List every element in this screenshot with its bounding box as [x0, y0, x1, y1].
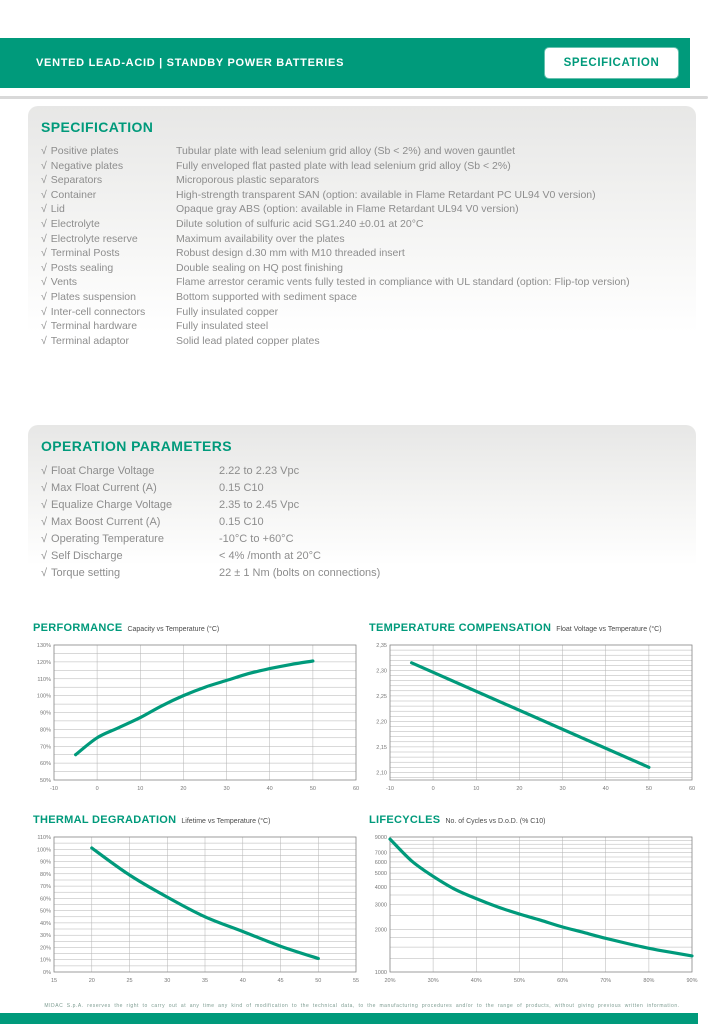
svg-text:30: 30	[223, 786, 230, 792]
param-row	[41, 514, 696, 531]
spec-row-value: Bottom supported with sediment space	[176, 290, 357, 303]
svg-text:20: 20	[88, 978, 95, 984]
svg-text:100%: 100%	[36, 847, 51, 854]
temperature-compensation-chart-title: TEMPERATURE COMPENSATION	[369, 622, 552, 634]
param-row-value: 0.15 C10	[219, 516, 264, 528]
param-row-label: √ Max Boost Current (A)	[41, 516, 161, 528]
spec-row	[41, 261, 696, 276]
check-icon: √	[41, 499, 48, 511]
svg-text:1000: 1000	[374, 970, 387, 976]
svg-text:10: 10	[473, 786, 480, 792]
svg-text:-10: -10	[386, 786, 394, 792]
param-row-label: √ Self Discharge	[41, 550, 123, 562]
param-row	[41, 480, 696, 497]
specification-panel	[28, 106, 696, 390]
spec-row	[41, 173, 696, 188]
thermal-degradation-chart-title: THERMAL DEGRADATION	[33, 814, 177, 826]
svg-text:50%: 50%	[39, 778, 51, 784]
svg-text:20: 20	[516, 786, 523, 792]
svg-text:2,25: 2,25	[376, 693, 387, 700]
svg-text:2,20: 2,20	[376, 719, 387, 726]
spec-row-label: √ Posts sealing	[41, 261, 114, 274]
svg-text:55: 55	[352, 978, 360, 984]
spec-row	[41, 334, 696, 349]
specification-heading: SPECIFICATION	[41, 119, 154, 135]
spec-row-label: √ Inter-cell connectors	[41, 305, 146, 318]
chart-grid	[54, 837, 356, 972]
svg-text:60: 60	[352, 786, 360, 792]
svg-text:10: 10	[137, 786, 144, 792]
param-row-value: 2.22 to 2.23 Vpc	[219, 465, 300, 477]
svg-text:30: 30	[164, 978, 171, 984]
spec-row-value: Flame arrestor ceramic vents fully tested in compliance with UL standard (option: Flip-top version)	[176, 276, 630, 289]
footer-disclaimer: MIDAC S.p.A. reserves the right to carry out at any time any kind of modification to the technical data, to the manufacturing procedures and/or to the range of products, without giving previous written information.	[44, 1003, 680, 1009]
chart-axis-labels	[37, 835, 359, 984]
svg-text:80%: 80%	[39, 727, 51, 734]
param-row-value: -10°C to +60°C	[219, 533, 294, 545]
chart-curve	[412, 663, 649, 768]
thermal-degradation-chart	[30, 814, 362, 995]
param-row-label: √ Equalize Charge Voltage	[41, 499, 173, 511]
footer-bar	[0, 1013, 698, 1024]
svg-text:60%: 60%	[39, 761, 51, 768]
chart-grid	[54, 645, 356, 780]
svg-text:70%: 70%	[39, 884, 51, 891]
temperature-compensation-chart	[366, 622, 698, 803]
svg-text:100%: 100%	[36, 693, 51, 700]
chart-axis-labels	[375, 835, 698, 984]
spec-row-value: Fully enveloped flat pasted plate with lead selenium grid alloy (Sb < 2%)	[176, 159, 511, 172]
spec-row-value: Dilute solution of sulfuric acid SG1.240 ±0.01 at 20°C	[176, 217, 424, 230]
svg-text:3000: 3000	[374, 902, 387, 909]
svg-text:2,10: 2,10	[376, 770, 387, 777]
check-icon: √	[41, 188, 47, 201]
svg-text:2,30: 2,30	[376, 668, 387, 675]
lifecycles-chart-head	[366, 814, 698, 832]
performance-chart-subtitle: Capacity vs Temperature (°C)	[127, 626, 220, 633]
chart-axis-labels	[37, 643, 359, 792]
svg-text:20: 20	[180, 786, 187, 792]
svg-text:80%: 80%	[39, 871, 51, 878]
check-icon: √	[41, 276, 47, 289]
param-row	[41, 463, 696, 480]
svg-text:50: 50	[309, 786, 316, 792]
svg-text:-10: -10	[50, 786, 58, 792]
chart-curve	[390, 839, 692, 956]
chart-svg-thermal-degradation	[30, 832, 362, 995]
svg-text:50: 50	[315, 978, 322, 984]
check-icon: √	[41, 217, 47, 230]
chart-svg-performance	[30, 640, 362, 803]
param-row-label: √ Torque setting	[41, 567, 121, 579]
svg-text:110%: 110%	[37, 835, 51, 841]
spec-row	[41, 188, 696, 203]
header-shadow-divider	[0, 96, 708, 99]
spec-row	[41, 275, 696, 290]
spec-row-value: Maximum availability over the plates	[176, 232, 345, 245]
chart-curve	[76, 661, 313, 755]
check-icon: √	[41, 516, 48, 528]
param-row-value: < 4% /month at 20°C	[219, 550, 321, 562]
check-icon: √	[41, 203, 47, 216]
spec-row-label: √ Terminal adaptor	[41, 334, 129, 347]
spec-row	[41, 159, 696, 174]
spec-row	[41, 305, 696, 320]
param-row-label: √ Max Float Current (A)	[41, 482, 157, 494]
svg-text:2,15: 2,15	[376, 744, 387, 751]
svg-text:110%: 110%	[37, 676, 51, 683]
spec-row-label: √ Lid	[41, 203, 65, 216]
check-icon: √	[41, 465, 48, 477]
svg-text:40%: 40%	[470, 978, 482, 984]
svg-text:130%: 130%	[36, 643, 51, 649]
check-icon: √	[41, 482, 48, 494]
spec-row-value: Solid lead plated copper plates	[176, 334, 320, 347]
param-row	[41, 565, 696, 582]
svg-text:70%: 70%	[39, 744, 51, 751]
specification-badge: SPECIFICATION	[545, 48, 678, 78]
thermal-degradation-chart-subtitle: Lifetime vs Temperature (°C)	[181, 818, 271, 825]
performance-chart-head	[30, 622, 362, 640]
performance-chart-title: PERFORMANCE	[33, 622, 123, 634]
check-icon: √	[41, 550, 48, 562]
check-icon: √	[41, 261, 47, 274]
check-icon: √	[41, 247, 47, 260]
param-row	[41, 497, 696, 514]
svg-text:25: 25	[126, 978, 133, 984]
check-icon: √	[41, 334, 47, 347]
check-icon: √	[41, 320, 47, 333]
temperature-compensation-chart-subtitle: Float Voltage vs Temperature (°C)	[556, 626, 662, 633]
svg-text:7000: 7000	[374, 850, 387, 857]
spec-row	[41, 144, 696, 159]
svg-text:30: 30	[559, 786, 566, 792]
svg-text:60%: 60%	[557, 978, 569, 984]
operation-parameters-list	[41, 463, 696, 582]
param-row	[41, 531, 696, 548]
svg-text:6000: 6000	[374, 859, 387, 866]
check-icon: √	[41, 305, 47, 318]
lifecycles-chart-title: LIFECYCLES	[369, 814, 441, 826]
spec-row-value: Robust design d.30 mm with M10 threaded insert	[176, 247, 405, 260]
svg-text:35: 35	[201, 978, 209, 984]
svg-text:50: 50	[645, 786, 652, 792]
operation-parameters-panel	[28, 425, 696, 601]
svg-text:2,35: 2,35	[376, 643, 387, 649]
spec-row-value: Fully insulated copper	[176, 305, 279, 318]
svg-text:0%: 0%	[43, 970, 51, 976]
spec-row-label: √ Plates suspension	[41, 290, 136, 303]
lifecycles-chart	[366, 814, 698, 995]
spec-row-label: √ Terminal hardware	[41, 320, 138, 333]
specification-list	[41, 144, 696, 348]
chart-grid	[390, 837, 692, 972]
param-row	[41, 548, 696, 565]
svg-text:50%: 50%	[39, 908, 51, 915]
check-icon: √	[41, 533, 48, 545]
svg-text:4000: 4000	[374, 884, 387, 891]
svg-text:45: 45	[277, 978, 284, 984]
svg-text:80%: 80%	[643, 978, 655, 984]
check-icon: √	[41, 145, 47, 157]
svg-text:90%: 90%	[39, 859, 51, 866]
svg-text:0: 0	[431, 786, 435, 792]
svg-text:50%: 50%	[513, 978, 525, 984]
chart-svg-lifecycles	[366, 832, 698, 995]
svg-text:60%: 60%	[39, 896, 51, 903]
svg-text:5000: 5000	[374, 871, 387, 878]
check-icon: √	[41, 232, 47, 245]
svg-text:20%: 20%	[39, 945, 51, 952]
spec-row-value: Microporous plastic separators	[176, 174, 319, 187]
chart-grid	[390, 645, 692, 780]
spec-row-label: √ Separators	[41, 174, 103, 187]
check-icon: √	[41, 567, 48, 579]
spec-row	[41, 319, 696, 334]
svg-text:20%: 20%	[384, 978, 396, 984]
spec-row	[41, 290, 696, 305]
svg-text:40: 40	[239, 978, 246, 984]
param-row-value: 22 ± 1 Nm (bolts on connections)	[219, 567, 381, 579]
svg-text:90%: 90%	[686, 978, 698, 984]
svg-text:40%: 40%	[39, 920, 51, 927]
spec-row	[41, 217, 696, 232]
param-row-value: 0.15 C10	[219, 482, 264, 494]
svg-text:0: 0	[95, 786, 99, 792]
chart-svg-temperature-compensation	[366, 640, 698, 803]
svg-text:30%: 30%	[39, 933, 51, 940]
spec-row-value: Fully insulated steel	[176, 320, 269, 333]
svg-text:40: 40	[602, 786, 609, 792]
spec-row-label: √ Container	[41, 188, 97, 201]
spec-row	[41, 202, 696, 217]
svg-text:30%: 30%	[427, 978, 439, 984]
svg-text:90%: 90%	[39, 710, 51, 717]
svg-text:9000: 9000	[374, 835, 387, 841]
spec-row	[41, 232, 696, 247]
svg-text:70%: 70%	[600, 978, 612, 984]
spec-row-value: High-strength transparent SAN (option: available in Flame Retardant PC UL94 V0 version)	[176, 188, 596, 201]
param-row-label: √ Float Charge Voltage	[41, 465, 155, 477]
lifecycles-chart-subtitle: No. of Cycles vs D.o.D. (% C10)	[445, 818, 546, 825]
spec-row-value: Double sealing on HQ post finishing	[176, 261, 343, 274]
check-icon: √	[41, 159, 47, 172]
param-row-value: 2.35 to 2.45 Vpc	[219, 499, 300, 511]
svg-text:2000: 2000	[374, 927, 387, 934]
temperature-compensation-chart-head	[366, 622, 698, 640]
spec-row-value: Tubular plate with lead selenium grid alloy (Sb < 2%) and woven gauntlet	[176, 145, 516, 157]
spec-row-value: Opaque gray ABS (option: available in Flame Retardant UL94 V0 version)	[176, 203, 519, 216]
header-title: VENTED LEAD-ACID | STANDBY POWER BATTERIES	[36, 57, 345, 69]
spec-row-label: √ Electrolyte reserve	[41, 232, 138, 245]
svg-text:40: 40	[266, 786, 273, 792]
spec-row-label: √ Vents	[41, 276, 78, 289]
svg-text:60: 60	[688, 786, 696, 792]
thermal-degradation-chart-head	[30, 814, 362, 832]
svg-text:120%: 120%	[36, 659, 51, 666]
check-icon: √	[41, 290, 47, 303]
operation-parameters-heading: OPERATION PARAMETERS	[41, 438, 233, 454]
check-icon: √	[41, 174, 47, 187]
spec-row-label: √ Terminal Posts	[41, 247, 120, 260]
performance-chart	[30, 622, 362, 803]
spec-row	[41, 246, 696, 261]
param-row-label: √ Operating Temperature	[41, 533, 164, 545]
svg-text:15: 15	[50, 978, 58, 984]
spec-row-label: √ Negative plates	[41, 159, 124, 172]
spec-row-label: √ Positive plates	[41, 145, 119, 157]
spec-row-label: √ Electrolyte	[41, 217, 100, 230]
svg-text:10%: 10%	[39, 957, 51, 964]
